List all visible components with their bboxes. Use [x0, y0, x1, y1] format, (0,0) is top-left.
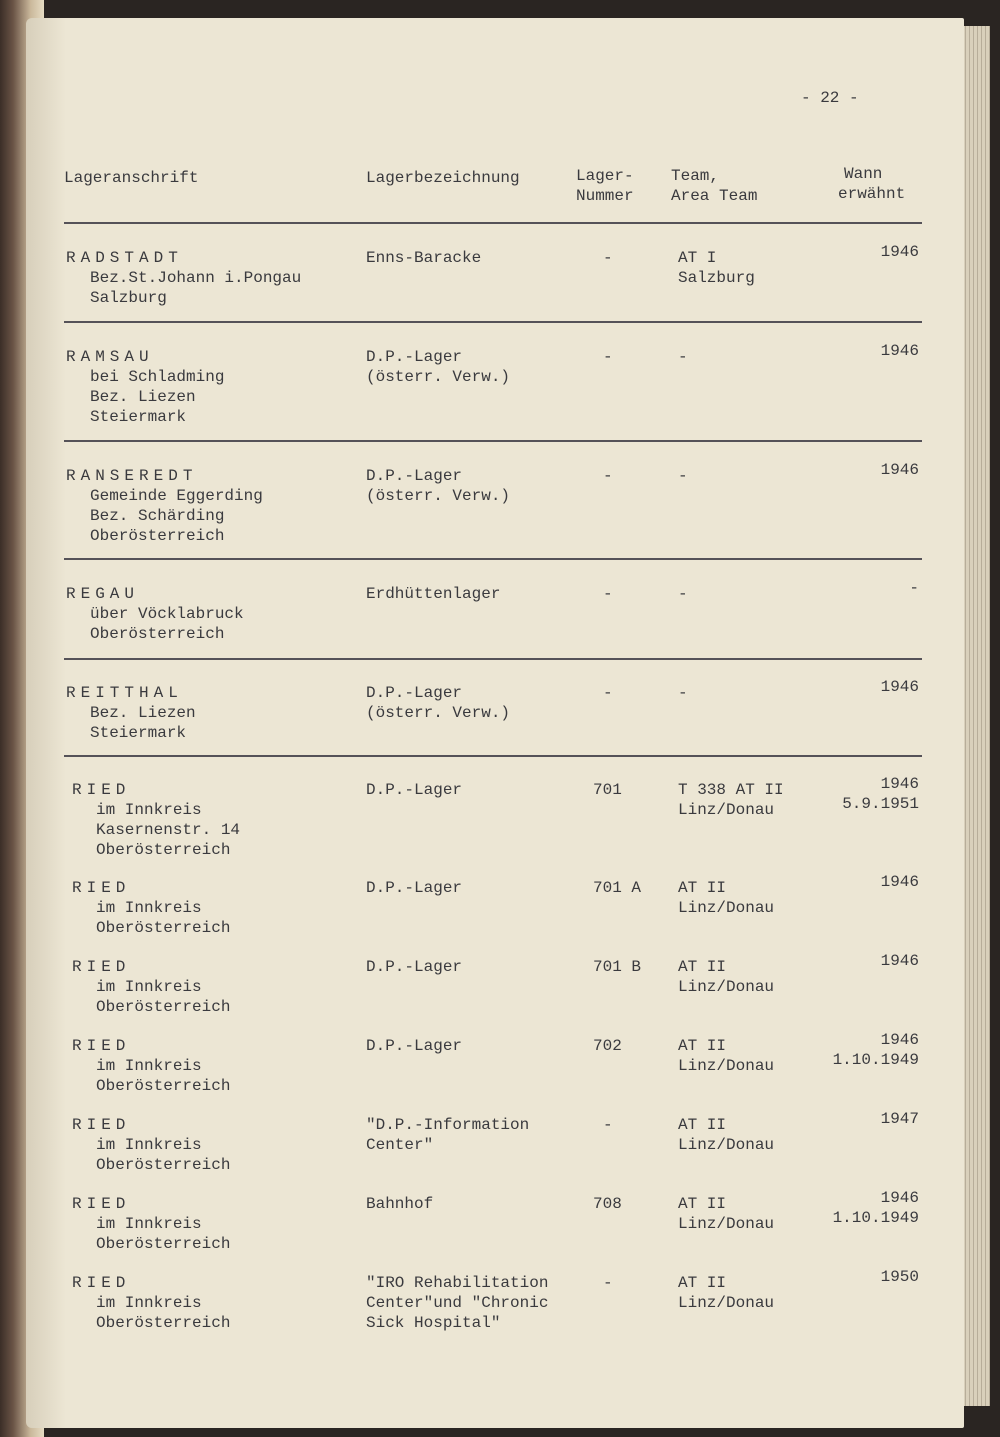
- row-divider: [64, 658, 922, 660]
- when-mentioned: 1946: [880, 461, 919, 479]
- page-edges: [962, 26, 990, 1406]
- team-line: AT II: [678, 1195, 727, 1213]
- row-divider: [64, 321, 922, 323]
- camp-number: 701 B: [593, 958, 642, 976]
- team-line: AT II: [678, 1116, 727, 1134]
- address-line: im Innkreis: [96, 978, 202, 996]
- header-when-1: Wann: [844, 165, 883, 183]
- when-mentioned: -: [909, 579, 919, 597]
- address-line: Steiermark: [90, 724, 187, 742]
- address-line: im Innkreis: [96, 1294, 202, 1312]
- document-page: [26, 18, 964, 1428]
- place-name: RIED: [72, 1116, 131, 1134]
- address-line: im Innkreis: [96, 1215, 202, 1233]
- when-mentioned: 1950: [880, 1268, 919, 1286]
- camp-number: -: [603, 467, 613, 485]
- designation-line: Center": [366, 1136, 434, 1154]
- team-line: AT II: [678, 879, 727, 897]
- address-line: im Innkreis: [96, 899, 202, 917]
- place-name: RANSEREDT: [66, 467, 198, 485]
- team-line: AT I: [678, 249, 717, 267]
- team-line: Linz/Donau: [678, 1294, 775, 1312]
- address-line: Oberösterreich: [90, 625, 225, 643]
- when-mentioned: 1947: [880, 1110, 919, 1128]
- when-mentioned: 1946: [880, 342, 919, 360]
- camp-number: 708: [593, 1195, 622, 1213]
- camp-number: 702: [593, 1037, 622, 1055]
- address-line: Oberösterreich: [96, 841, 231, 859]
- address-line: Bez. Liezen: [90, 388, 196, 406]
- when-mentioned: 1946: [880, 775, 919, 793]
- address-line: Kasernenstr. 14: [96, 821, 241, 839]
- camp-number: -: [603, 1274, 613, 1292]
- team-line: AT II: [678, 1274, 727, 1292]
- address-line: im Innkreis: [96, 1136, 202, 1154]
- address-line: Steiermark: [90, 408, 187, 426]
- when-mentioned: 1946: [880, 873, 919, 891]
- camp-number: -: [603, 585, 613, 603]
- team-line: -: [678, 467, 688, 485]
- designation-line: (österr. Verw.): [366, 368, 511, 386]
- address-line: Bez. Schärding: [90, 507, 225, 525]
- row-divider: [64, 440, 922, 442]
- address-line: im Innkreis: [96, 801, 202, 819]
- address-line: Bez.St.Johann i.Pongau: [90, 269, 302, 287]
- header-number-2: Nummer: [576, 187, 634, 205]
- place-name: REGAU: [66, 585, 140, 603]
- address-line: Oberösterreich: [96, 1077, 231, 1095]
- place-name: RIED: [72, 879, 131, 897]
- camp-number: -: [603, 348, 613, 366]
- when-mentioned: 1946: [880, 243, 919, 261]
- team-line: AT II: [678, 1037, 727, 1055]
- when-mentioned: 1.10.1949: [832, 1051, 919, 1069]
- header-team-2: Area Team: [671, 187, 758, 205]
- header-designation: Lagerbezeichnung: [366, 169, 520, 187]
- place-name: REITTHAL: [66, 684, 183, 702]
- address-line: Oberösterreich: [96, 1156, 231, 1174]
- team-line: Linz/Donau: [678, 801, 775, 819]
- designation-line: "D.P.-Information: [366, 1116, 530, 1134]
- header-number-1: Lager-: [576, 167, 634, 185]
- address-line: bei Schladming: [90, 368, 225, 386]
- designation-line: Enns-Baracke: [366, 249, 482, 267]
- designation-line: (österr. Verw.): [366, 704, 511, 722]
- when-mentioned: 1946: [880, 1189, 919, 1207]
- header-rule: [64, 222, 922, 224]
- page-number: - 22 -: [801, 89, 859, 107]
- address-line: über Vöcklabruck: [90, 605, 244, 623]
- designation-line: Bahnhof: [366, 1195, 434, 1213]
- team-line: Salzburg: [678, 269, 755, 287]
- place-name: RIED: [72, 958, 131, 976]
- camp-number: 701: [593, 781, 622, 799]
- team-line: AT II: [678, 958, 727, 976]
- place-name: RADSTADT: [66, 249, 183, 267]
- designation-line: D.P.-Lager: [366, 1037, 463, 1055]
- camp-number: -: [603, 1116, 613, 1134]
- team-line: -: [678, 585, 688, 603]
- team-line: Linz/Donau: [678, 899, 775, 917]
- when-mentioned: 1946: [880, 678, 919, 696]
- team-line: Linz/Donau: [678, 1057, 775, 1075]
- team-line: Linz/Donau: [678, 978, 775, 996]
- designation-line: (österr. Verw.): [366, 487, 511, 505]
- camp-number: -: [603, 684, 613, 702]
- address-line: Oberösterreich: [96, 998, 231, 1016]
- designation-line: Sick Hospital": [366, 1314, 501, 1332]
- designation-line: Erdhüttenlager: [366, 585, 501, 603]
- row-divider: [64, 755, 922, 757]
- when-mentioned: 5.9.1951: [842, 795, 919, 813]
- camp-number: 701 A: [593, 879, 642, 897]
- team-line: Linz/Donau: [678, 1215, 775, 1233]
- address-line: im Innkreis: [96, 1057, 202, 1075]
- place-name: RIED: [72, 1274, 131, 1292]
- address-line: Gemeinde Eggerding: [90, 487, 263, 505]
- designation-line: D.P.-Lager: [366, 781, 463, 799]
- designation-line: "IRO Rehabilitation: [366, 1274, 549, 1292]
- address-line: Oberösterreich: [96, 1314, 231, 1332]
- designation-line: D.P.-Lager: [366, 684, 463, 702]
- designation-line: D.P.-Lager: [366, 348, 463, 366]
- camp-number: -: [603, 249, 613, 267]
- designation-line: D.P.-Lager: [366, 958, 463, 976]
- address-line: Oberösterreich: [96, 1235, 231, 1253]
- team-line: -: [678, 348, 688, 366]
- place-name: RAMSAU: [66, 348, 154, 366]
- address-line: Bez. Liezen: [90, 704, 196, 722]
- designation-line: Center"und "Chronic: [366, 1294, 549, 1312]
- header-address: Lageranschrift: [64, 169, 199, 187]
- place-name: RIED: [72, 1195, 131, 1213]
- address-line: Oberösterreich: [96, 919, 231, 937]
- row-divider: [64, 558, 922, 560]
- when-mentioned: 1946: [880, 1031, 919, 1049]
- team-line: T 338 AT II: [678, 781, 784, 799]
- address-line: Oberösterreich: [90, 527, 225, 545]
- designation-line: D.P.-Lager: [366, 467, 463, 485]
- designation-line: D.P.-Lager: [366, 879, 463, 897]
- address-line: Salzburg: [90, 289, 167, 307]
- header-team-1: Team,: [671, 167, 720, 185]
- header-when-2: erwähnt: [838, 185, 906, 203]
- team-line: -: [678, 684, 688, 702]
- when-mentioned: 1.10.1949: [832, 1209, 919, 1227]
- place-name: RIED: [72, 1037, 131, 1055]
- place-name: RIED: [72, 781, 131, 799]
- team-line: Linz/Donau: [678, 1136, 775, 1154]
- when-mentioned: 1946: [880, 952, 919, 970]
